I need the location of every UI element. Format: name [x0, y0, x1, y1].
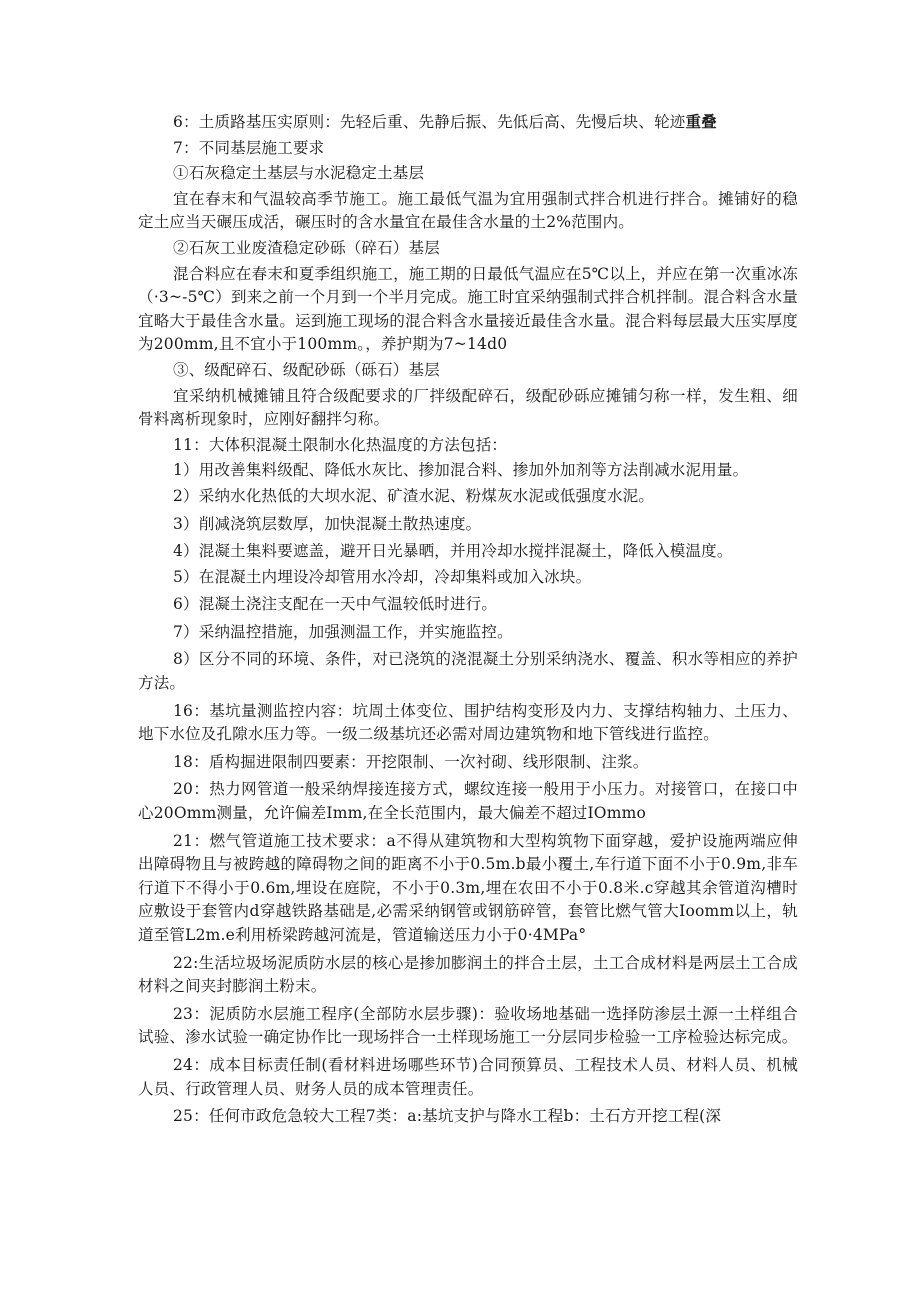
paragraph-text: 7：不同基层施工要求 [173, 138, 325, 157]
paragraph [138, 1003, 798, 1050]
paragraph [138, 1054, 798, 1101]
paragraph [138, 621, 798, 645]
paragraph [138, 751, 798, 775]
paragraph [138, 385, 798, 432]
paragraph [138, 952, 798, 999]
paragraph-text: 21：燃气管道施工技术要求：a不得从建筑物和大型构筑物下面穿越，爱护设施两端应伸出障碍物且与被跨越的障碍物之间的距离不小于0.5m.b最小覆土,车行道下面不小于0.9m,非车行道下不得小于0.6m,埋设在庭院，不小于0.3m,埋在农田不小于0.8米.c穿越其余管道沟槽时应敷设于套管内d穿越铁路基础是,必需采纳钢管或钢筋碎管，套管比燃气管大Ioomm以上，轨道至管L2m.e利用桥梁跨越河流是，管道输送压力小于0·4MPa° [138, 831, 798, 944]
paragraph-text: 22:生活垃圾场泥质防水层的核心是掺加膨润土的拌合土层，土工合成材料是两层土工合成材料之间夹封膨润土粉末。 [138, 953, 798, 996]
paragraph-text: 混合料应在春末和夏季组织施工，施工期的日最低气温应在5℃以上，并应在第一次重冰冻（·3~-5℃）到来之前一个月到一个半月完成。施工时宜采纳强制式拌合机拌制。混合料含水量宜略大于最佳含水量。运到施工现场的混合料含水量接近最佳含水量。混合料每层最大压实厚度为200mm,且不宜小于100mm。，养护期为7~14d0 [138, 264, 798, 354]
paragraph [138, 778, 798, 825]
paragraph-bold-text: 重叠 [685, 112, 717, 131]
paragraph [138, 1105, 798, 1129]
paragraph [138, 162, 798, 186]
paragraph-text: 宜采纳机械摊铺且符合级配要求的厂拌级配碎石，级配砂砾应摊铺匀称一样，发生粗、细骨料离析现象时，应刚好翻拌匀称。 [138, 386, 798, 429]
paragraph [138, 459, 798, 483]
paragraph [138, 359, 798, 383]
paragraph-text: 20：热力网管道一般采纳焊接连接方式，螺纹连接一般用于小压力。对接管口，在接口中心20Omm测量，允许偏差Imm,在全长范围内，最大偏差不超过IOmmo [138, 780, 798, 823]
paragraph [138, 434, 798, 458]
paragraph-text: 11：大体积混凝土限制水化热温度的方法包括： [173, 435, 508, 454]
paragraph-text: 8）区分不同的环境、条件，对已浇筑的浇混凝土分别采纳浇水、覆盖、积水等相应的养护方法。 [138, 650, 798, 693]
paragraph [138, 566, 798, 590]
paragraph [138, 237, 798, 261]
paragraph [138, 485, 798, 509]
paragraph-text: 25：任何市政危急较大工程7类：a:基坑支护与降水工程b：土石方开挖工程(深 [173, 1107, 722, 1126]
paragraph-text: ②石灰工业废渣稳定砂砾（碎石）基层 [173, 238, 440, 257]
paragraph [138, 188, 798, 235]
paragraph [138, 263, 798, 357]
paragraph [138, 648, 798, 695]
paragraph-text: ①石灰稳定土基层与水泥稳定土基层 [173, 164, 425, 183]
paragraph-text: 18：盾构掘进限制四要素：开挖限制、一次衬砌、线形限制、注浆。 [173, 752, 649, 771]
paragraph [138, 513, 798, 537]
paragraph [138, 830, 798, 948]
paragraph-text: 2）采纳水化热低的大坝水泥、矿渣水泥、粉煤灰水泥或低强度水泥。 [173, 486, 655, 505]
paragraph [138, 110, 798, 135]
paragraph-text: 4）混凝土集料要遮盖，避开日光暴晒，并用冷却水搅拌混凝土，降低入模温度。 [173, 542, 733, 561]
paragraph [138, 540, 798, 564]
paragraph-text: 23：泥质防水层施工程序(全部防水层步骤)：验收场地基础一选择防渗层土源一土样组合试验、渗水试验一确定协作比一现场拌合一土样现场施工一分层同步检验一工序检验达标完成。 [138, 1004, 798, 1047]
paragraph-text: 6：土质路基压实原则：先轻后重、先静后振、先低后高、先慢后块、轮迹 [173, 113, 686, 131]
paragraph-text: 1）用改善集料级配、降低水灰比、掺加混合料、掺加外加剂等方法削减水泥用量。 [173, 461, 749, 480]
paragraph-text: 宜在春末和气温较高季节施工。施工最低气温为宜用强制式拌合机进行拌合。摊铺好的稳定土应当天碾压成活，碾压时的含水量宜在最佳含水量的土2%范围内。 [138, 189, 798, 232]
paragraph [138, 137, 798, 161]
paragraph [138, 700, 798, 747]
paragraph-text: 3）削减浇筑层数厚，加快混凝土散热速度。 [173, 514, 482, 533]
paragraph-text: 6）混凝土浇注支配在一天中气温较低时进行。 [173, 595, 498, 614]
paragraph-text: 5）在混凝土内埋设冷却管用水冷却，冷却集料或加入冰块。 [173, 567, 592, 586]
paragraph-text: ③、级配碎石、级配砂砾（砾石）基层 [173, 360, 440, 379]
paragraph-text: 24：成本目标责任制(看材料进场哪些环节)合同预算员、工程技术人员、材料人员、机械人员、行政管理人员、财务人员的成本管理责任。 [138, 1055, 798, 1098]
paragraph [138, 593, 798, 617]
document-body [138, 110, 798, 1131]
paragraph-text: 7）采纳温控措施，加强测温工作，并实施监控。 [173, 622, 513, 641]
paragraph-text: 16：基坑量测监控内容：坑周土体变位、围护结构变形及内力、支撑结构轴力、土压力、地下水位及孔隙水压力等。一级二级基坑还必需对周边建筑物和地下管线进行监控。 [138, 701, 798, 744]
